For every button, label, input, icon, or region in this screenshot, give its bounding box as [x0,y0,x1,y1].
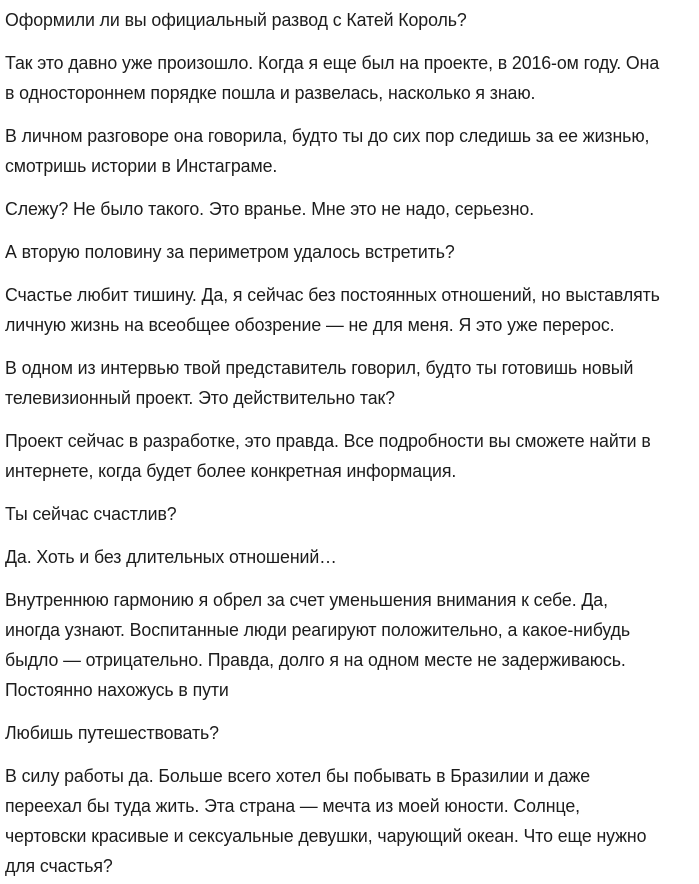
paragraph: Ты сейчас счастлив? [5,503,177,524]
paragraph: Счастье любит тишину. Да, я сейчас без постоянных отношений, но выставлять личную жизнь на всеобщее обозрение — не для меня. Я это уже перерос. [5,284,660,335]
paragraph: В одном из интервью твой представитель говорил, будто ты готовишь новый телевизионный проект. Это действительно так? [5,357,634,408]
paragraph: Так это давно уже произошло. Когда я еще был на проекте, в 2016-ом году. Она в одностороннем порядке пошла и развелась, насколько я знаю. [5,52,660,103]
paragraph: Да. Хоть и без длительных отношений… [5,546,337,567]
paragraph: Слежу? Не было такого. Это вранье. Мне это не надо, серьезно. [5,198,535,219]
paragraph: Любишь путешествовать? [5,722,219,743]
paragraph: Проект сейчас в разработке, это правда. Все подробности вы сможете найти в интернете, когда будет более конкретная информация. [5,430,651,481]
paragraph: В личном разговоре она говорила, будто ты до сих пор следишь за ее жизнью, смотришь истории в Инстаграме. [5,125,650,176]
paragraph: А вторую половину за периметром удалось встретить? [5,241,455,262]
paragraph: Внутреннюю гармонию я обрел за счет уменьшения внимания к себе. Да, иногда узнают. Воспитанные люди реагируют положительно, а какое-нибудь быдло — отрицательно. Правда, долго я на одном месте не задерживаюсь. Постоянно нахожусь в пути [5,589,631,700]
paragraph: Оформили ли вы официальный развод с Катей Король? [5,9,467,30]
paragraph: В силу работы да. Больше всего хотел бы побывать в Бразилии и даже переехал бы туда жить. Эта страна — мечта из моей юности. Солнце, чертовски красивые и сексуальные девушки, чарующий океан. Что еще нужно для счастья? [5,765,647,876]
